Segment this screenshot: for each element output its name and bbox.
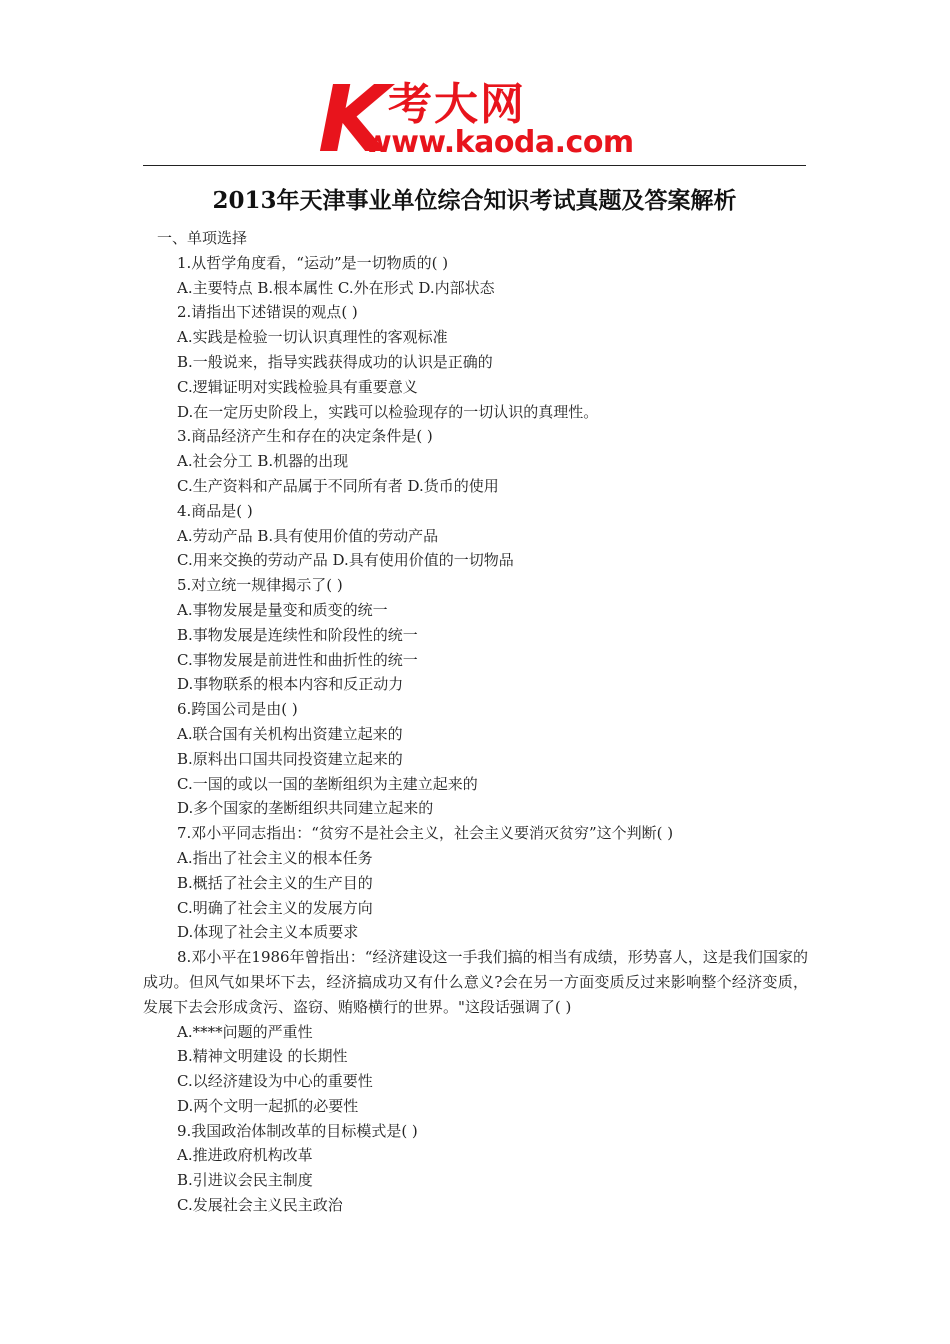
text-line: C.一国的或以一国的垄断组织为主建立起来的 (177, 774, 478, 793)
text-line: D.两个文明一起抓的必要性 (177, 1096, 359, 1115)
text-line: B.原料出口国共同投资建立起来的 (177, 749, 403, 768)
text-line: D.在一定历史阶段上，实践可以检验现存的一切认识的真理性。 (177, 402, 599, 421)
text-line: B.精神文明建设 的长期性 (177, 1047, 348, 1066)
text-line: A.推进政府机构改革 (177, 1146, 313, 1165)
document-title: 2013年天津事业单位综合知识考试真题及答案解析 (212, 187, 737, 214)
section-heading: 一、单项选择 (157, 229, 248, 247)
text-line: 1.从哲学角度看，“运动”是一切物质的( ) (177, 253, 449, 272)
text-line: A.主要特点 B.根本属性 C.外在形式 D.内部状态 (177, 278, 495, 297)
text-line: C.发展社会主义民主政治 (177, 1196, 343, 1215)
text-line: C.明确了社会主义的发展方向 (177, 898, 373, 917)
text-line: B.事物发展是连续性和阶段性的统一 (177, 625, 418, 644)
text-line: 7.邓小平同志指出：“贫穷不是社会主义，社会主义要消灭贫穷”这个判断( ) (177, 824, 674, 843)
text-line: C.事物发展是前进性和曲折性的统一 (177, 650, 418, 669)
text-line: D.事物联系的根本内容和反正动力 (177, 675, 404, 694)
text-line: A.指出了社会主义的根本任务 (177, 848, 373, 867)
text-line: A.事物发展是量变和质变的统一 (177, 600, 388, 619)
text-line: C.用来交换的劳动产品 D.具有使用价值的一切物品 (177, 551, 514, 570)
logo-url: www.kaoda.com (364, 125, 634, 160)
logo-chinese-name: 考大网 (388, 79, 526, 130)
text-line: A.实践是检验一切认识真理性的客观标准 (177, 328, 448, 347)
text-line: B.概括了社会主义的生产目的 (177, 873, 373, 892)
text-line: C.生产资料和产品属于不同所有者 D.货币的使用 (177, 476, 499, 495)
question-8-paragraph: 8.邓小平在1986年曾指出：“经济建设这一手我们搞的相当有成绩，形势喜人，这是我们国家的成功。但风气如果坏下去，经济搞成功又有什么意义?会在另一方面变质反过来影响整个经济变质，发展下去会形成贪污、盗窃、贿赂横行的世界。"这段话强调了( ) (143, 948, 808, 1016)
text-line: A.劳动产品 B.具有使用价值的劳动产品 (177, 526, 439, 545)
header-divider (143, 165, 806, 166)
text-line: C.逻辑证明对实践检验具有重要意义 (177, 377, 418, 396)
text-line: 3.商品经济产生和存在的决定条件是( ) (177, 427, 433, 446)
text-line: 5.对立统一规律揭示了( ) (177, 576, 343, 595)
text-line: 6.跨国公司是由( ) (177, 700, 298, 719)
text-line: 2.请指出下述错误的观点( ) (177, 303, 358, 322)
text-line: B.引进议会民主制度 (177, 1171, 313, 1190)
document-body (143, 226, 808, 1218)
text-line: C.以经济建设为中心的重要性 (177, 1072, 373, 1091)
text-line: D.体现了社会主义本质要求 (177, 923, 359, 942)
text-line: 4.商品是( ) (177, 501, 253, 520)
text-line: A.社会分工 B.机器的出现 (177, 452, 349, 471)
text-line: A.联合国有关机构出资建立起来的 (177, 724, 403, 743)
kaoda-logo (318, 66, 638, 173)
logo-k-mark: K (318, 66, 386, 173)
text-line: A.****问题的严重性 (177, 1022, 313, 1041)
text-line: 9.我国政治体制改革的目标模式是( ) (177, 1121, 418, 1140)
text-line: D.多个国家的垄断组织共同建立起来的 (177, 799, 434, 818)
text-line: B.一般说来，指导实践获得成功的认识是正确的 (177, 352, 493, 371)
